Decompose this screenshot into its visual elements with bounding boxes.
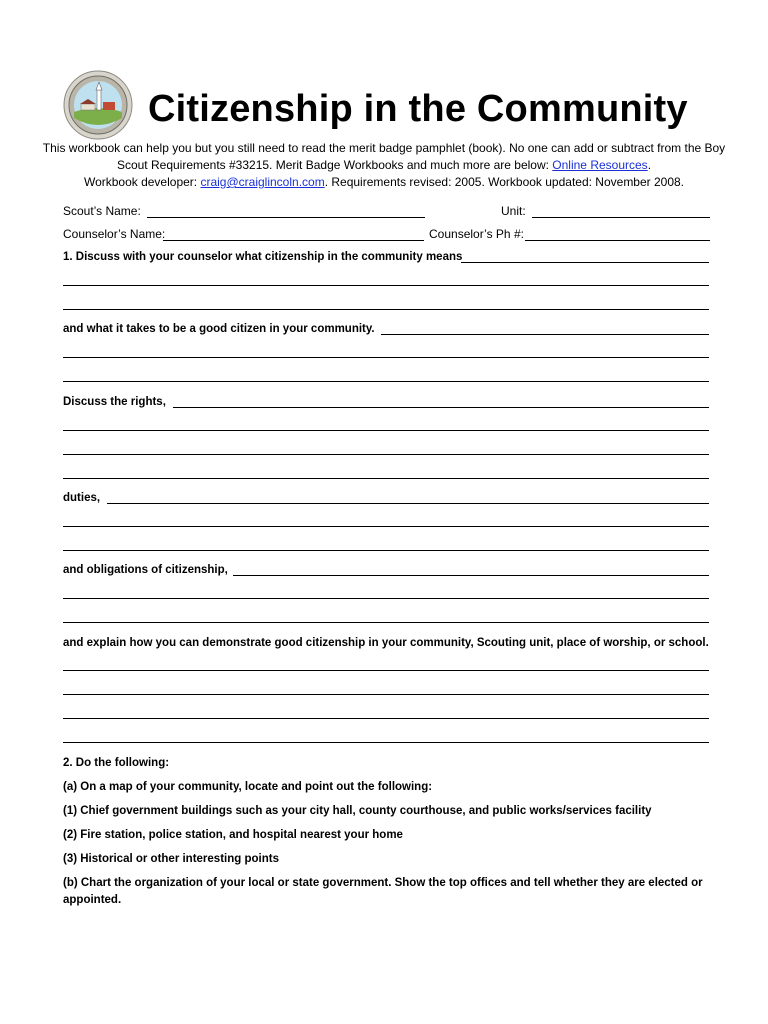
answer-line[interactable] [107, 503, 709, 504]
q1-good-citizen-text: and what it takes to be a good citizen in your community. [63, 323, 375, 335]
answer-line[interactable] [173, 407, 709, 408]
page-title: Citizenship in the Community [148, 88, 688, 130]
answer-line[interactable] [233, 575, 709, 576]
answer-line[interactable] [63, 430, 709, 431]
req2-a2: (2) Fire station, police station, and hospital nearest your home [63, 829, 403, 841]
intro-line-3 [40, 174, 728, 191]
q1-duties-text: duties, [63, 492, 101, 504]
developer-email-link[interactable]: craig@craiglincoln.com [200, 175, 325, 189]
intro-line-3-text: Workbook developer: [83, 175, 201, 189]
q1-obligations-text: and obligations of citizenship, [63, 564, 228, 576]
answer-line[interactable] [63, 478, 709, 479]
answer-line[interactable] [63, 309, 709, 310]
answer-line[interactable] [63, 550, 709, 551]
online-resources-link[interactable]: Online Resources [552, 158, 648, 172]
answer-line[interactable] [63, 526, 709, 527]
unit-field[interactable] [532, 217, 710, 218]
merit-badge-icon [63, 70, 133, 140]
answer-line[interactable] [381, 334, 709, 335]
answer-line[interactable] [461, 262, 709, 263]
counselor-name-label: Counselor’s Name: [63, 227, 166, 241]
intro-text [40, 140, 728, 191]
answer-line[interactable] [63, 357, 709, 358]
req2-a3: (3) Historical or other interesting points [63, 853, 279, 865]
q1-explain-text: and explain how you can demonstrate good citizenship in your community, Scouting unit, place of worship, or school. [63, 637, 709, 649]
answer-line[interactable] [63, 622, 709, 623]
unit-label: Unit: [501, 204, 526, 218]
intro-line-2-text: Scout Requirements #33215. Merit Badge Workbooks and much more are below: [116, 158, 553, 172]
answer-line[interactable] [63, 742, 709, 743]
counselor-phone-label: Counselor’s Ph #: [429, 227, 524, 241]
req2-b: (b) Chart the organization of your local or state government. Show the top offices and tell whether they are elected or appointed. [63, 877, 703, 906]
answer-line[interactable] [63, 694, 709, 695]
answer-line[interactable] [63, 454, 709, 455]
intro-line-2-end: . [647, 158, 652, 172]
counselor-name-field[interactable] [163, 240, 424, 241]
req2-a1: (1) Chief government buildings such as your city hall, county courthouse, and public works/services facility [63, 805, 652, 817]
counselor-info-row [63, 227, 711, 245]
answer-line[interactable] [63, 381, 709, 382]
scout-name-label: Scout’s Name: [63, 204, 141, 218]
intro-line-3-end: . Requirements revised: 2005. Workbook updated: November 2008. [324, 175, 685, 189]
answer-line[interactable] [63, 718, 709, 719]
answer-line[interactable] [63, 670, 709, 671]
intro-line-2 [40, 157, 728, 174]
req2-heading: 2. Do the following: [63, 757, 170, 769]
answer-line[interactable] [63, 598, 709, 599]
counselor-phone-field[interactable] [525, 240, 710, 241]
q1-intro-text: 1. Discuss with your counselor what citizenship in the community means [63, 251, 463, 263]
scout-name-field[interactable] [147, 217, 425, 218]
req2-a: (a) On a map of your community, locate and point out the following: [63, 781, 433, 793]
scout-info-row [63, 204, 711, 222]
q1-rights-text: Discuss the rights, [63, 396, 166, 408]
answer-line[interactable] [63, 285, 709, 286]
intro-line-1: This workbook can help you but you still need to read the merit badge pamphlet (book). No one can add or subtract from the Boy [42, 141, 726, 155]
